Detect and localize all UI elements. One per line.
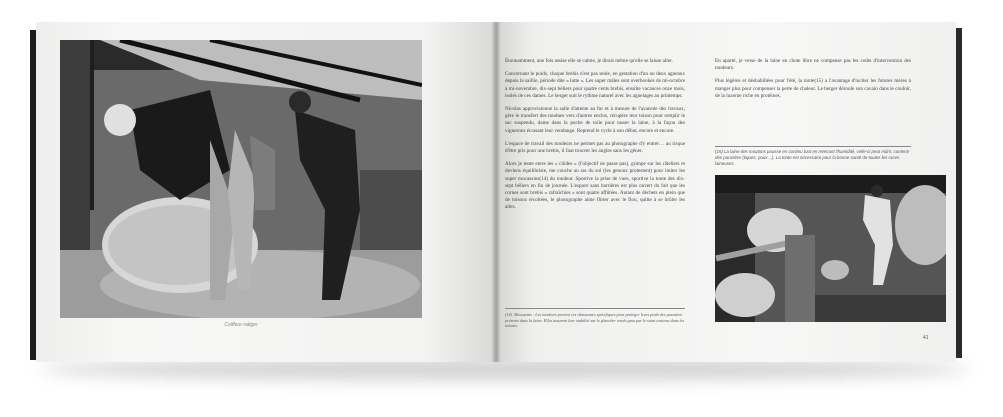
text-column-1	[505, 58, 685, 218]
barn-photo	[715, 175, 946, 322]
left-photo-caption: Coiffeur-ratiger	[224, 322, 258, 328]
paragraph: Étonnamment, une fois assise elle se calme, je dirais même qu'elle se laisse aller.	[505, 58, 673, 64]
paragraph: Plus légères et déshabillées pour l'été, la tonte(15) a l'avantage d'inciter les futures mères à manger plus pour compenser la perte de chaleur. Le berger déroule son cavaio dans le couloir, de la luzerne riche en protéines.	[715, 78, 911, 99]
paragraph: Concernant le poids, chaque brebis n'est pas seule, en gestation d'un ou deux agneaux depuis la saillie, période dite « lutte ». Les super mâles sont overbookés de mi-octobre à mi-novembre, dix-sept béliers pour quatre cents brebis, ensuite vacances onze mois, isolés de ces dames. Le berger suit le rythme naturel avec les agnelages au printemps.	[505, 71, 685, 99]
book-gutter	[492, 22, 500, 362]
right-photo-caption: (15) La laine des moutons pousse en continu tout en retenant l'humidité, celle-ci peut mûrir, contenir des parasites (tiques, poux…). La tonte est nécessaire pour la bonne santé de toutes les races laineuses.	[715, 146, 911, 167]
barn-scene-graphic	[715, 175, 946, 322]
paragraph: En aparté, je verse de la laine en chute libre ne compense pas les coûts d'intervention des tondeurs.	[715, 58, 911, 72]
paragraph: Nicolas approvisionne la salle d'attente au fur et à mesure de l'avancée des travaux, gère le transfert des tondues vers d'autres enclos, récupère leur toison pour remplir le sac suspendu, dame dans la poche de toile pour tasser la laine, à la façon des vignerons écrasant leur vendange. Reprend le cycle à son début, encore et encore.	[505, 106, 685, 134]
text-column-2	[715, 58, 911, 106]
footnote: (14). Mocassins : Les tondeurs portent ces chaussures spécifiques pour protéger leurs pieds des parasites présents dans la laine. Elles assurent leur stabilité sur le plancher rendu gras par le suint contenu dans les toisons.	[505, 308, 685, 329]
shearing-scene-graphic	[60, 40, 422, 318]
paragraph: Alors je tente entre les « clôdes » (l'objectif ne passe pas), grimpe sur les râteliers et deviens équilibriste, me couche au ras du sol (les genoux protestent) pour imiter les super mocassins(14) du tondeur. Sportive la prise de vues, sportive la tonte des dix-sept béliers en fin de journée. L'espace sans barrières est plus ouvert du fait que les cornes sont brebis « rafraîchies » sont quatre affûtées. Autant de déchets en plein que de toisons récoltées, le photographe aime flirter avec le flou, quitte à se brûler les ailes.	[505, 161, 685, 211]
page-number: 41	[923, 335, 929, 341]
paragraph: L'espace de travail des tondeurs ne permet pas au photographe d'y entrer… au risque d'être pris pour une brebis, il faut trouver les angles sans les gêner.	[505, 140, 685, 155]
shearing-photo	[60, 40, 422, 318]
